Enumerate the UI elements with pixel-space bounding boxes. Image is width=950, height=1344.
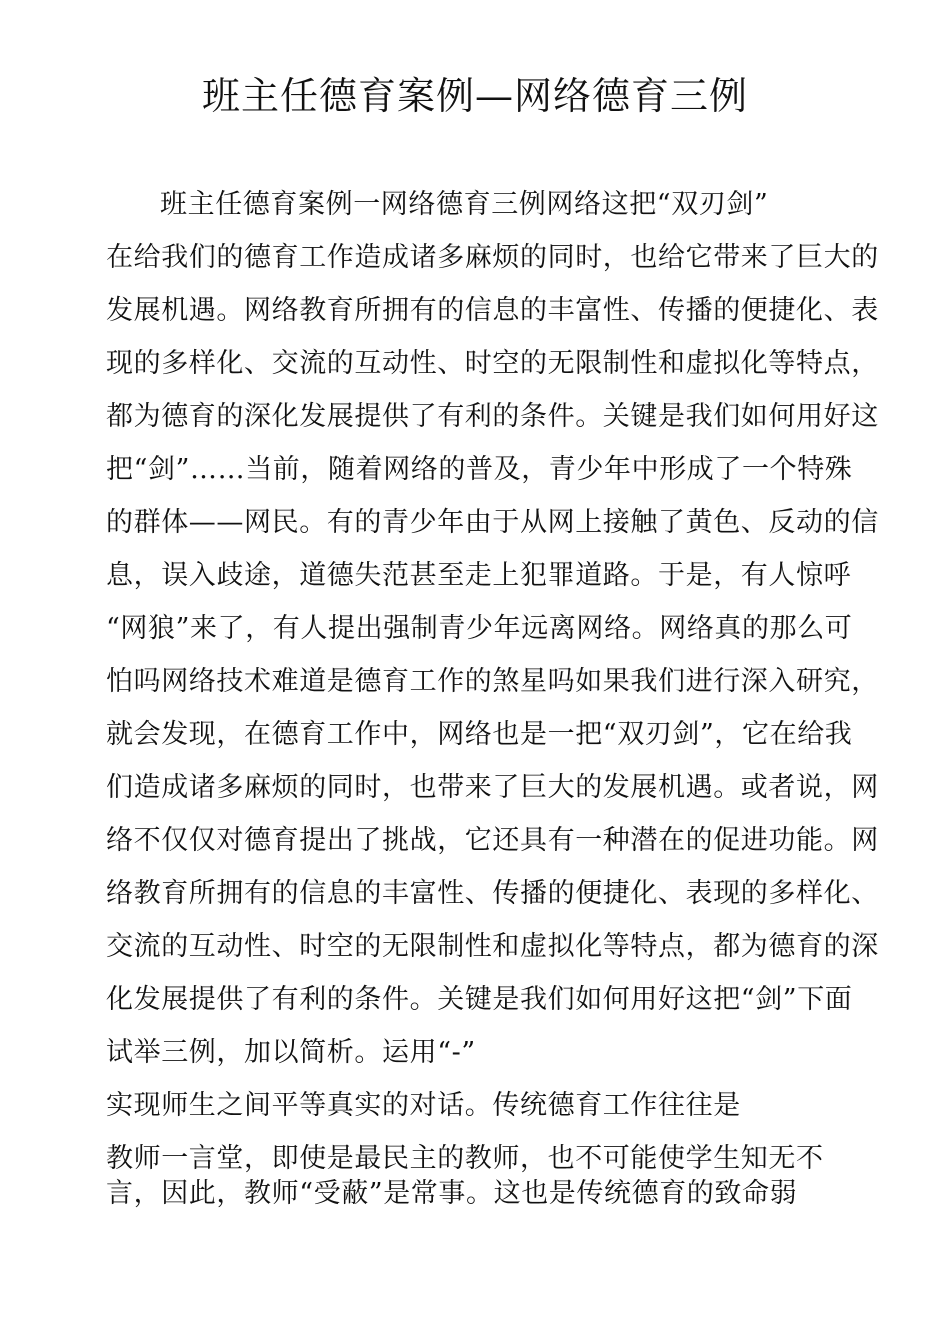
body-line-15: 交流的互动性、时空的无限制性和虚拟化等特点，都为德育的深	[106, 931, 879, 962]
body-line-4: 现的多样化、交流的互动性、时空的无限制性和虚拟化等特点，	[106, 348, 879, 379]
body-line-2: 在给我们的德育工作造成诸多麻烦的同时，也给它带来了巨大的	[106, 242, 879, 273]
body-line-12: 们造成诸多麻烦的同时，也带来了巨大的发展机遇。或者说，网	[106, 772, 879, 803]
body-line-6: 把“剑”……当前，随着网络的普及，青少年中形成了一个特殊	[106, 454, 853, 485]
body-line-13: 络不仅仅对德育提出了挑战，它还具有一种潜在的促进功能。网	[106, 825, 879, 856]
body-line-1: 班主任德育案例一网络德育三例网络这把“双刃剑”	[160, 189, 769, 220]
body-line-19: 教师一言堂，即使是最民主的教师，也不可能使学生知无不	[106, 1143, 824, 1174]
body-line-9: “网狼”来了，有人提出强制青少年远离网络。网络真的那么可	[106, 613, 853, 644]
body-line-16: 化发展提供了有利的条件。关键是我们如何用好这把“剑”下面	[106, 984, 853, 1015]
body-line-11: 就会发现，在德育工作中，网络也是一把“双刃剑”，它在给我	[106, 719, 853, 750]
body-line-14: 络教育所拥有的信息的丰富性、传播的便捷化、表现的多样化、	[106, 878, 879, 909]
body-line-5: 都为德育的深化发展提供了有利的条件。关键是我们如何用好这	[106, 401, 879, 432]
body-line-18: 实现师生之间平等真实的对话。传统德育工作往往是	[106, 1090, 741, 1121]
body-line-20: 言，因此，教师“受蔽”是常事。这也是传统德育的致命弱	[106, 1178, 798, 1209]
body-line-10: 怕吗网络技术难道是德育工作的煞星吗如果我们进行深入研究，	[106, 666, 879, 697]
body-line-17: 试举三例，加以简析。运用“-”	[106, 1037, 476, 1068]
body-line-7: 的群体——网民。有的青少年由于从网上接触了黄色、反动的信	[106, 507, 879, 538]
document-title: 班主任德育案例—网络德育三例	[201, 74, 748, 118]
body-line-3: 发展机遇。网络教育所拥有的信息的丰富性、传播的便捷化、表	[106, 295, 879, 326]
body-line-8: 息，误入歧途，道德失范甚至走上犯罪道路。于是，有人惊呼	[106, 560, 852, 591]
